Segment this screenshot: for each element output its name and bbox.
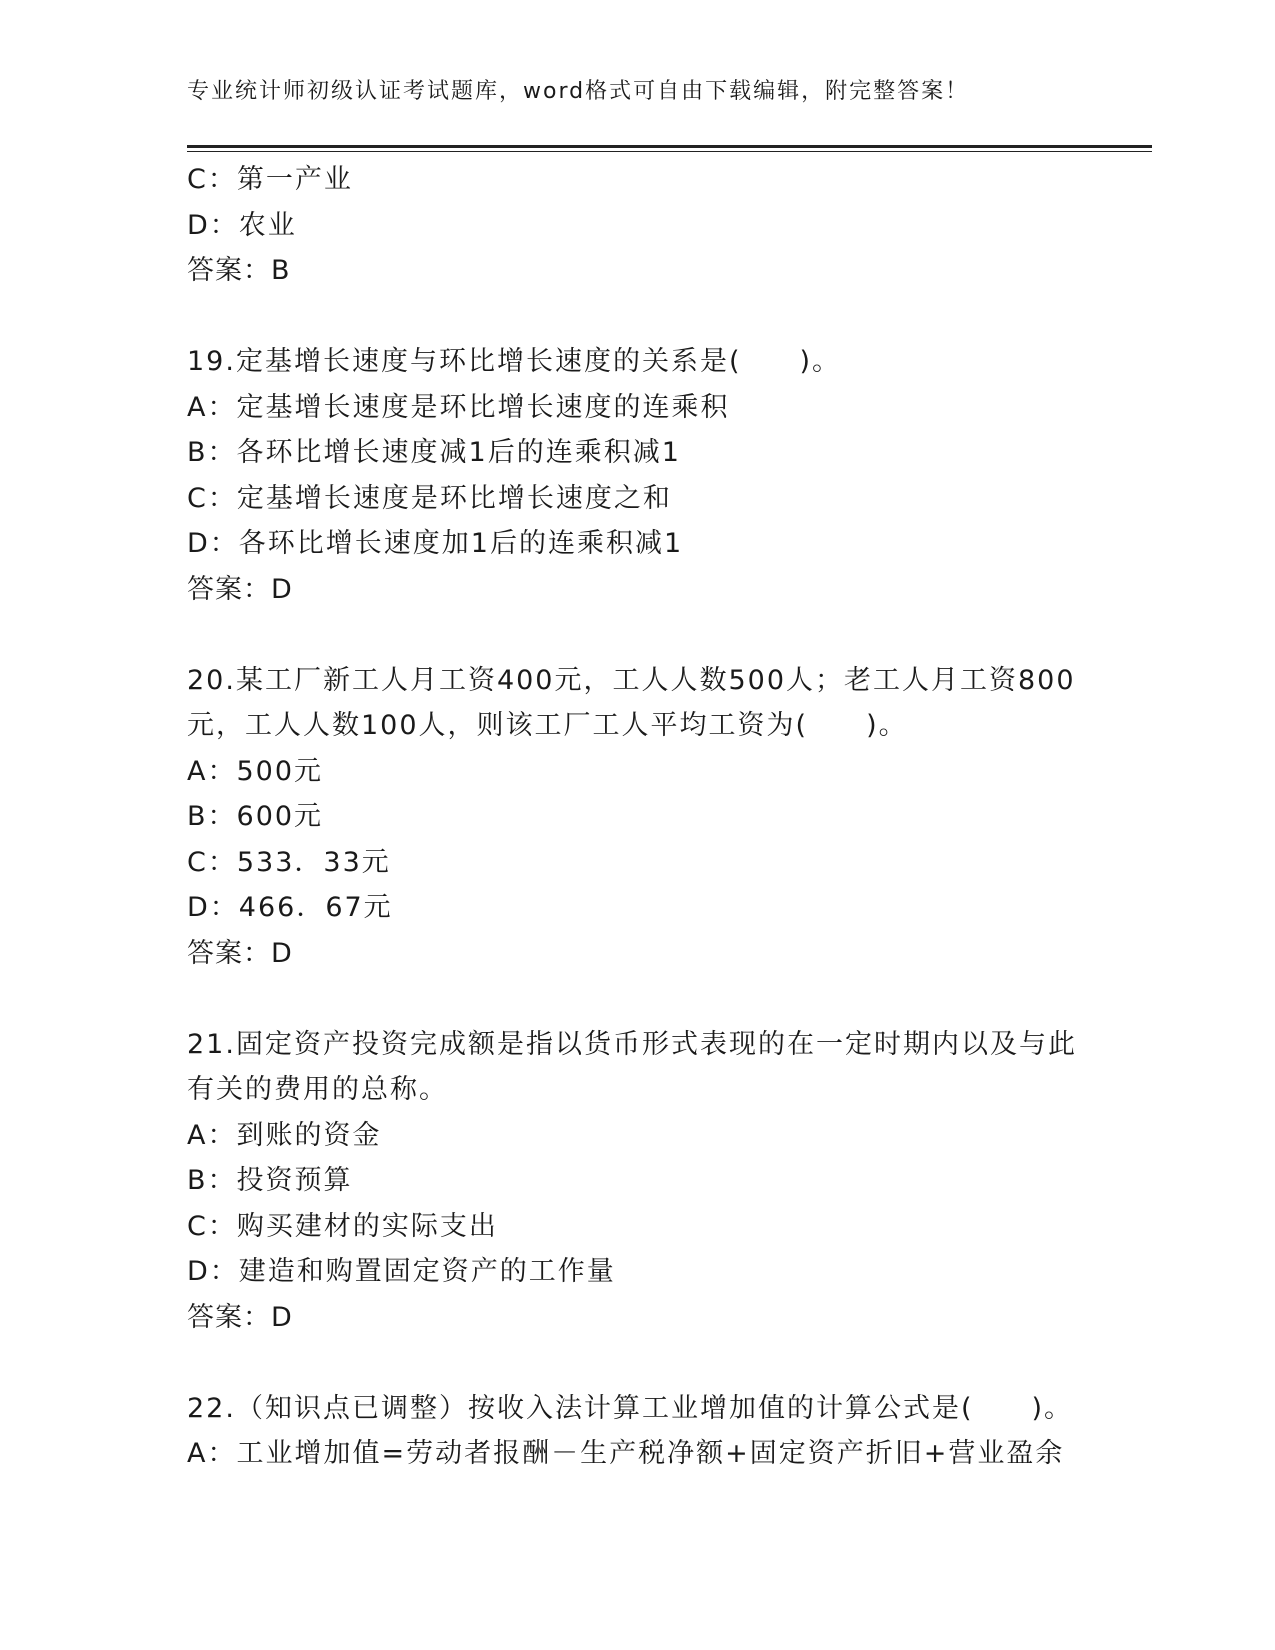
question-stem: 19.定基增长速度与环比增长速度的关系是( )。 <box>187 346 842 377</box>
option-line: C：第一产业 <box>187 164 353 195</box>
option-line: D：农业 <box>187 209 297 241</box>
option-line: A：500元 <box>187 755 324 787</box>
question-stem-continued: 元，工人人数100人，则该工厂工人平均工资为( )。 <box>187 710 908 741</box>
option-line: C：购买建材的实际支出 <box>187 1210 498 1242</box>
option-line: B：各环比增长速度减1后的连乘积减1 <box>187 437 681 468</box>
question-content <box>187 157 1087 1477</box>
header-rule-thin <box>187 151 1152 152</box>
option-line: C：533．33元 <box>187 846 391 878</box>
answer-line: 答案：D <box>187 573 293 605</box>
question-stem: 21.固定资产投资完成额是指以货币形式表现的在一定时期内以及与此 <box>187 1028 1077 1060</box>
answer-line: 答案：B <box>187 255 291 286</box>
answer-line: 答案：D <box>187 937 293 969</box>
header-rule-thick <box>187 145 1152 148</box>
option-line: A：到账的资金 <box>187 1119 382 1151</box>
option-line: D：各环比增长速度加1后的连乘积减1 <box>187 528 684 559</box>
answer-line: 答案：D <box>187 1301 293 1333</box>
option-line: B：600元 <box>187 801 324 832</box>
page-header: 专业统计师初级认证考试题库，word格式可自由下载编辑，附完整答案！ <box>187 79 970 104</box>
question-stem: 22.（知识点已调整）按收入法计算工业增加值的计算公式是( )。 <box>187 1392 1074 1424</box>
option-line: A：工业增加值=劳动者报酬－生产税净额+固定资产折旧+营业盈余 <box>187 1438 1065 1469</box>
option-line: D：466．67元 <box>187 892 393 923</box>
question-stem: 20.某工厂新工人月工资400元，工人人数500人；老工人月工资800 <box>187 664 1076 696</box>
option-line: C：定基增长速度是环比增长速度之和 <box>187 482 672 514</box>
option-line: A：定基增长速度是环比增长速度的连乘积 <box>187 391 730 423</box>
option-line: B：投资预算 <box>187 1165 353 1196</box>
question-stem-continued: 有关的费用的总称。 <box>187 1074 448 1105</box>
option-line: D：建造和购置固定资产的工作量 <box>187 1256 616 1287</box>
